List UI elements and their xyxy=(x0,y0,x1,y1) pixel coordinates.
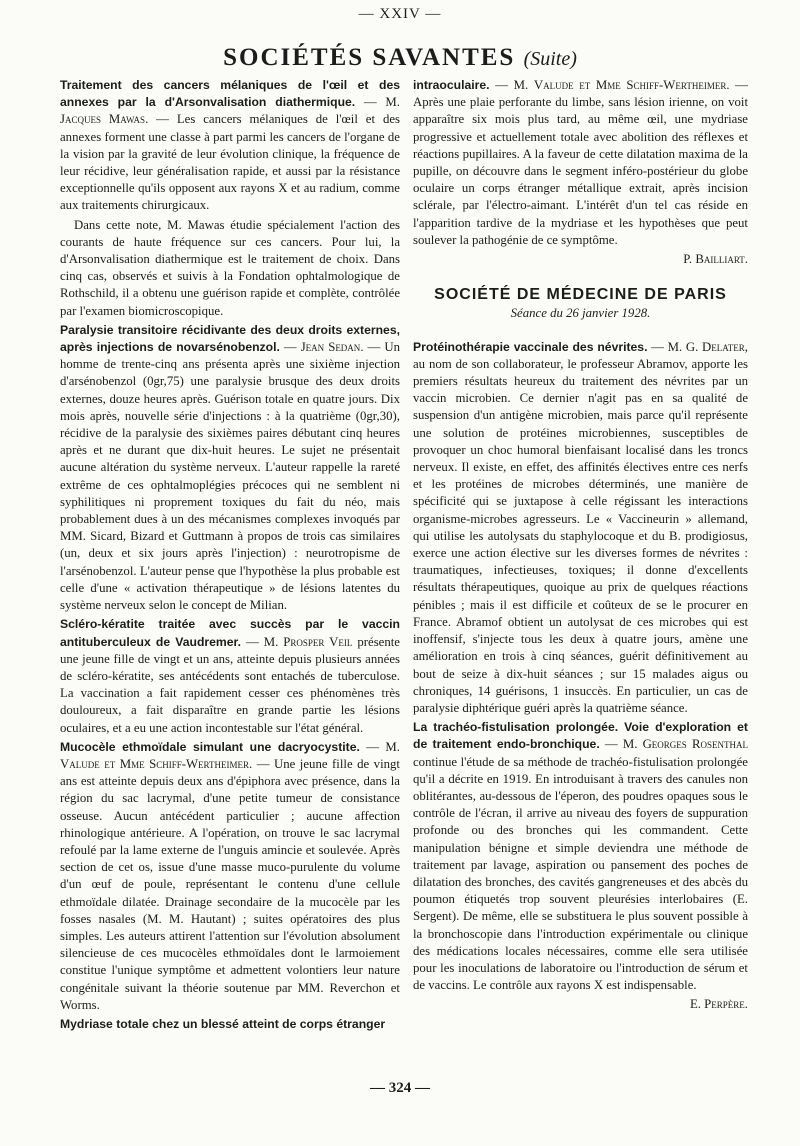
page-number: — 324 — xyxy=(370,1080,430,1096)
article-author: G. Delater xyxy=(685,339,745,354)
article-title: La trachéo-fistulisation prolongée. Voie d'exploration et de traitement endo-bronchique. xyxy=(413,720,748,752)
session-date: Séance du 26 janvier 1928. xyxy=(510,306,651,321)
article-author: Valude et Mme Schiff-Wertheimer xyxy=(60,756,250,771)
article-veil: Scléro-kératite traitée avec succès par le vaccin antituberculeux de Vaudremer. — M. Prosper Veil présente une jeune fille de vingt et un ans, atteinte depuis plusieurs années de scléro-kératite, ses antécédents sont entachés de tuberculose. La vaccination a fait rapidement cesser ces phénomènes très douloureux, a fait disparaître en grande partie les lésions oculaires, et a eu une action incontestable sur l'état général. xyxy=(60,617,400,735)
article-title: Mucocèle ethmoïdale simulant une dacryocystite. xyxy=(60,739,360,754)
article-body: . — Après une plaie perforante du limbe, sans lésion irienne, on voit apparaître six mois plus tard, au même œil, une mydriase progressive et actuellement totale avec abolition des réflexes et réactions pupillaires. A la faveur de cette dilatation maxima de la pupille, on découvre dans le segment inféro-postérieur du globe oculaire un corps étranger métallique extrait, après incision sclérale, par l'électro-aimant. L'intérêt d'un tel cas réside en l'apparition tardive de la mydriase et les hypothèses que peut soulever la pathogénie de ce symptôme. xyxy=(413,78,748,247)
article-author: Jean Sedan xyxy=(300,340,361,355)
article-paragraph: Dans cette note, M. Mawas étudie spécialement l'action des courants de haute fréquence sur ces cancers. Pour lui, la d'Arsonvalisation diathermique est le traitement de choix. Dans cinq cas, observés et suivis à la Fondation ophtalmologique de Rothschild, il a obtenu une guérison rapide et complète, contrôlée par l'examen biomicroscopique. xyxy=(60,217,400,318)
page-roman-numeral: — XXIV — xyxy=(358,6,442,22)
article-mawas: Traitement des cancers mélaniques de l'œil et des annexes par la d'Arsonvalisation diathermique. — M. Jacques Mawas. — Les cancers mélaniques de l'œil et des annexes forment une classe à part parmi les cancers de l'organe de la vision par la gravité de leur évolution clinique, la fréquence de leur récidive, leur généralisation rapide, et aussi par la résistance exceptionnelle qu'ils opposent aux rayons X et au radium, comme aux traitements chirurgicaux. xyxy=(60,78,401,213)
article-title-continued: intraoculaire. xyxy=(413,78,490,92)
article-proteinotherapie: Protéinothérapie vaccinale des névrites. — M. G. Delater, au nom de son collaborateur, le professeur Abramov, apporte les premiers résultats heureux du traitement des névrites par un vaccin microbien. Ce dernier n'agit pas en sa qualité de suspension d'un antigène microbien, mais parce qu'il représente une solution de protéines microbiennes, susceptibles de provoquer un choc humoral bienfaisant localisé dans les troncs nerveux. Il existe, en effet, des affinités électives entre ces nerfs et les protéines de microbes déterminés, une manière de spécificité qui se juxtapose à celle régissant les interactions organisme-microbes agresseurs. Le « Vaccineurin » allemand, qui utilise les autolysats du staphylocoque et du B. prodigiosus, exerce une action élective sur les diverses formes de névrites : traumatiques, infectieuses, toxiques; il donne d'excellents résultats thérapeutiques, quoique au prix de quelques réactions pénibles ; mais il est difficile et coûteux de se le procurer en France. Abramof obtient un autolysat de ces microbes qui est inoffensif, s'injecte tous les deux à quatre jours, amène une amélioration en trois à cinq séances, guérit définitivement au bout de seize à dix-huit séances ; sur 15 malades aigus ou chroniques, 14 guérisons, 1 insuccès. En particulier, un cas de paralysie diphtérique guéri après la quatrième séance. xyxy=(413,339,748,715)
article-body: . — Les cancers mélaniques de l'œil et des annexes forment une classe à part parmi les cancers de l'organe de la vision par la gravité de leur évolution clinique, la fréquence de leur récidive, leur généralisation rapide, et aussi par la résistance exceptionnelle qu'ils opposent aux rayons X et au radium, comme aux traitements chirurgicaux. xyxy=(60,112,401,213)
article-author: Georges Rosenthal xyxy=(642,737,748,752)
right-column xyxy=(413,77,748,1016)
article-author: Jacques Mawas xyxy=(60,112,146,127)
article-tracheo: La trachéo-fistulisation prolongée. Voie d'exploration et de traitement endo-bronchique. — M. Georges Rosenthal continue l'étude de sa méthode de trachéo-fistulisation prolongée qu'il a décrite en 1919. En introduisant à travers des canules non oblitérantes, au-dessous de l'éperon, des poudres opaques sous le contrôle de l'écran, il arrive au niveau des foyers de suppuration profonde ou des bronches qui les commandent. Cette manipulation bénigne et simple deviendra une méthode de traitement par lavage, aspiration ou pansement des poches de dilatation des bronches, des cavités gangreneuses et des abcès du poumon étiquetés trop souvent pleurésies interlobaires (E. Sergent). De même, elle se substituera le plus souvent possible à la bronchoscopie dans l'introduction expérimentale ou clinique des médications locales nécessaires, comme elle sera utilisée pour les inoculations de laboratoire ou l'introduction de sérum et de vaccins. Le contrôle aux rayons X est indispensable. xyxy=(413,720,748,993)
article-body: présente une jeune fille de vingt et un ans, atteinte depuis plusieurs années de scléro-kératite, ses antécédents sont entachés de tuberculose. La vaccination a fait rapidement cesser ces phénomènes très douloureux, a fait disparaître en grande partie les lésions oculaires, et a eu une action incontestable sur l'état général. xyxy=(60,634,400,735)
article-title: Paralysie transitoire récidivante des deux droits externes, après injections de novarsénobenzol. xyxy=(60,322,400,355)
article-body: continue l'étude de sa méthode de trachéo-fistulisation prolongée qu'il a décrite en 1919. En introduisant à travers des canules non oblitérantes, au-dessous de l'éperon, des poudres opaques sous le contrôle de l'écran, il arrive au niveau des foyers de suppuration profonde ou des bronches qui les commandent. Cette manipulation bénigne et simple deviendra une méthode de traitement par lavage, aspiration ou pansement des poches de dilatation des bronches, des cavités gangreneuses et des abcès du poumon étiquetés trop souvent pleurésies interlobaires (E. Sergent). De même, elle se substituera le plus souvent possible à la bronchoscopie dans l'introduction expérimentale ou clinique des médications locales nécessaires, comme elle sera utilisée pour les inoculations de laboratoire ou l'introduction de sérum et de vaccins. Le contrôle aux rayons X est indispensable. xyxy=(413,754,748,993)
society-title: SOCIÉTÉ DE MÉDECINE DE PARIS xyxy=(434,286,727,304)
article-author: Prosper Veil xyxy=(283,634,353,649)
section-title-suite: (Suite) xyxy=(523,48,577,70)
signature: E. Perpère. xyxy=(689,997,748,1012)
article-body: . — Un homme de trente-cinq ans présenta après une sixième injection d'arsénobenzol (0gr,75) une paralysie brusque des deux droits externes, douze heures après. Guérison totale en quatre jours. Dix mois après, nouvelle série d'injections : à la quatrième (0gr,30), récidive de la paralysie des sixièmes paires débutant cinq heures après et ne durant que dix-huit heures. Le sujet ne présentait aucune altération du système nerveux. L'auteur rappelle la rareté extrême de ces ophtalmoplégies précoces qui ne semblent ni syphilitiques ni proprement toxiques du fait du néo, mais probablement dues à un des mécanismes complexes invoqués par MM. Sicard, Bizard et Guttmann à propos de trois cas similaires (un, deux et six jours après l'injection) : neurotropisme de l'arsénobenzol. L'auteur pense que l'hypothèse la plus probable est celle d'une « activation thérapeutique » de lésions latentes du système nerveux selon le concept de Milian. xyxy=(60,340,400,613)
article-title: Traitement des cancers mélaniques de l'œil et des annexes par la d'Arsonvalisation diathermique. xyxy=(60,78,400,110)
article-mydriase-cont: intraoculaire. — M. Valude et Mme Schiff-Wertheimer. — Après une plaie perforante du limbe, sans lésion irienne, on voit apparaître six mois plus tard, au même œil, une mydriase progressive et actuellement totale avec abolition des réflexes et réactions pupillaires. A la faveur de cette dilatation maxima de la pupille, on découvre dans le segment inféro-postérieur du globe oculaire un corps étranger métallique extrait, après incision sclérale, par l'électro-aimant. L'intérêt d'un tel cas réside en l'apparition tardive de la mydriase et les hypothèses que peut soulever la pathogénie de ce symptôme. xyxy=(413,78,748,247)
article-mydriase-start xyxy=(60,1016,400,1033)
signature: P. Bailliart. xyxy=(683,252,748,267)
left-column xyxy=(60,77,400,1035)
article-author: Valude et Mme Schiff-Wertheimer xyxy=(533,78,727,92)
article-mucocele: Mucocèle ethmoïdale simulant une dacryocystite. — M. Valude et Mme Schiff-Wertheimer. — Une jeune fille de vingt ans est atteinte depuis deux ans d'épiphora avec présence, dans la région du sac lacrymal, d'une petite tumeur de consistance osseuse. Aucun antécédent particulier ; aucune affection rhinologique antérieure. A l'opération, on trouve le sac lacrymal refoulé par la lame externe de l'unguis amincie et soulevée. Après section de cet os, issue d'une masse muco-purulente du volume d'un œuf de poule, représentant le contenu d'une cellule ethmoïdale dilatée. Drainage secondaire de la mucocèle par les fosses nasales (M. M. Hautant) ; suites opératoires des plus simples. Les auteurs attirent l'attention sur l'évolution absolument silencieuse de ces mucocèles ethmoïdales dont le larmoiement constitue l'unique symptôme et admettent volontiers leur nature congénitale suivant la théorie soutenue par MM. Reverchon et Worms. xyxy=(60,739,400,1012)
article-title: Mydriase totale chez un blessé atteint de corps étranger xyxy=(60,1016,386,1031)
article-title: Scléro-kératite traitée avec succès par le vaccin antituberculeux de Vaudremer. xyxy=(60,617,400,649)
section-title xyxy=(0,44,800,72)
article-title: Protéinothérapie vaccinale des névrites. xyxy=(413,339,648,354)
article-body: . — Une jeune fille de vingt ans est atteinte depuis deux ans d'épiphora avec présence, dans la région du sac lacrymal, d'une petite tumeur de consistance osseuse. Aucun antécédent particulier ; aucune affection rhinologique antérieure. A l'opération, on trouve le sac lacrymal refoulé par la lame externe de l'unguis amincie et soulevée. Après section de cet os, issue d'une masse muco-purulente du volume d'un œuf de poule, représentant le contenu d'une cellule ethmoïdale dilatée. Drainage secondaire de la mucocèle par les fosses nasales (M. M. Hautant) ; suites opératoires des plus simples. Les auteurs attirent l'attention sur l'évolution absolument silencieuse de ces mucocèles ethmoïdales dont le larmoiement constitue l'unique symptôme et admettent volontiers leur nature congénitale suivant la théorie soutenue par MM. Reverchon et Worms. xyxy=(60,756,400,1012)
article-body: , au nom de son collaborateur, le professeur Abramov, apporte les premiers résultats heureux du traitement des névrites par un vaccin microbien. Ce dernier n'agit pas en sa qualité de suspension d'un antigène microbien, mais parce qu'il représente une solution de protéines microbiennes, susceptibles de provoquer un choc humoral bienfaisant localisé dans les troncs nerveux. Il existe, en effet, des affinités électives entre ces nerfs et les protéines de microbes déterminés, une manière de spécificité qui se juxtapose à celle régissant les interactions organisme-microbes agresseurs. Le « Vaccineurin » allemand, qui utilise les autolysats du staphylocoque et du B. prodigiosus, exerce une action élective sur les diverses formes de névrites : traumatiques, infectieuses, toxiques; il donne d'excellents résultats thérapeutiques, quoique au prix de quelques réactions pénibles ; mais il est difficile et coûteux de se le procurer en France. Abramof obtient un autolysat de ces microbes qui est inoffensif, s'injecte tous les deux à quatre jours, amène une amélioration en trois à cinq séances, guérit définitivement au bout de seize à dix-huit séances ; sur 15 malades aigus ou chroniques, 14 guérisons, 1 insuccès. En particulier, un cas de paralysie diphtérique guéri après la quatrième séance. xyxy=(413,339,748,715)
article-sedan: Paralysie transitoire récidivante des deux droits externes, après injections de novarsénobenzol. — Jean Sedan. — Un homme de trente-cinq ans présenta après une sixième injection d'arsénobenzol (0gr,75) une paralysie brusque des deux droits externes, douze heures après. Guérison totale en quatre jours. Dix mois après, nouvelle série d'injections : à la quatrième (0gr,30), récidive de la paralysie des sixièmes paires débutant cinq heures après et ne durant que dix-huit heures. Le sujet ne présentait aucune altération du système nerveux. L'auteur rappelle la rareté extrême de ces ophtalmoplégies précoces qui ne semblent ni syphilitiques ni proprement toxiques du fait du néo, mais probablement dues à un des mécanismes complexes invoqués par MM. Sicard, Bizard et Guttmann à propos de trois cas similaires (un, deux et six jours après l'injection) : neurotropisme de l'arsénobenzol. L'auteur pense que l'hypothèse la plus probable est celle d'une « activation thérapeutique » de lésions latentes du système nerveux selon le concept de Milian. xyxy=(60,322,400,613)
section-title-main: SOCIÉTÉS SAVANTES xyxy=(223,44,516,71)
